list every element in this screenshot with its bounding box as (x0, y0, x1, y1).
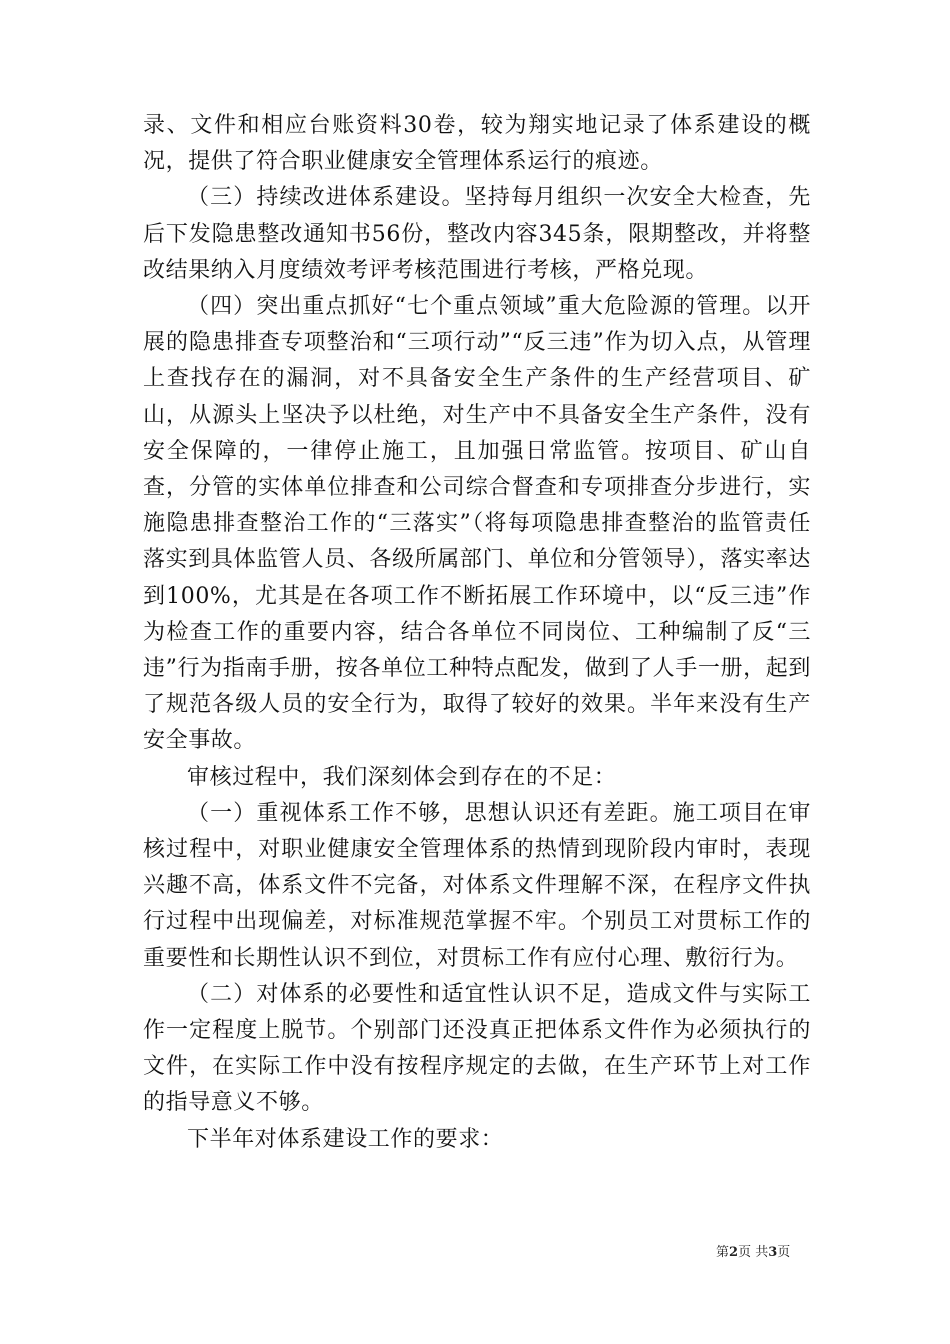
paragraph-continuation: 录、文件和相应台账资料30卷，较为翔实地记录了体系建设的概况，提供了符合职业健康安全管理体系运行的痕迹。 (143, 113, 811, 175)
paragraph-shortcomings-intro: 审核过程中，我们深刻体会到存在的不足： (187, 764, 617, 790)
footer-suffix: 页 (777, 1245, 791, 1260)
total-pages-number: 3 (768, 1245, 778, 1260)
footer-middle: 页 共 (738, 1245, 769, 1260)
paragraph-section-4: （四）突出重点抓好“七个重点领域”重大危险源的管理。以开展的隐患排查专项整治和“三项行动”“反三违”作为切入点，从管理上查找存在的漏洞，对不具备安全生产条件的生产经营项目、矿山，从源头上坚决予以杜绝，对生产中不具备安全生产条件，没有安全保障的，一律停止施工，且加强日常监管。按项目、矿山自查，分管的实体单位排查和公司综合督查和专项排查分步进行，实施隐患排查整治工作的“三落实”（将每项隐患排查整治的监管责任落实到具体监管人员、各级所属部门、单位和分管领导），落实率达到100%，尤其是在各项工作不断拓展工作环境中，以“反三违”作为检查工作的重要内容，结合各单位不同岗位、工种编制了反“三违”行为指南手册，按各单位工种特点配发，做到了人手一册，起到了规范各级人员的安全行为，取得了较好的效果。半年来没有生产安全事故。 (143, 294, 811, 754)
page-number-footer (716, 1245, 790, 1261)
footer-prefix: 第 (716, 1245, 730, 1260)
paragraph-shortcoming-1: （一）重视体系工作不够，思想认识还有差距。施工项目在审核过程中，对职业健康安全管理体系的热情到现阶段内审时，表现兴趣不高，体系文件不完备，对体系文件理解不深，在程序文件执行过程中出现偏差，对标准规范掌握不牢。个别员工对贯标工作的重要性和长期性认识不到位，对贯标工作有应付心理、敷衍行为。 (143, 800, 811, 971)
paragraph-shortcoming-2: （二）对体系的必要性和适宜性认识不足，造成文件与实际工作一定程度上脱节。个别部门还没真正把体系文件作为必须执行的文件，在实际工作中没有按程序规定的去做，在生产环节上对工作的指导意义不够。 (143, 981, 811, 1116)
current-page-number: 2 (729, 1245, 739, 1260)
document-body (143, 108, 811, 1158)
paragraph-section-3: （三）持续改进体系建设。坚持每月组织一次安全大检查，先后下发隐患整改通知书56份，整改内容345条，限期整改，并将整改结果纳入月度绩效考评考核范围进行考核，严格兑现。 (143, 185, 811, 283)
paragraph-second-half-requirements: 下半年对体系建设工作的要求： (187, 1126, 504, 1152)
